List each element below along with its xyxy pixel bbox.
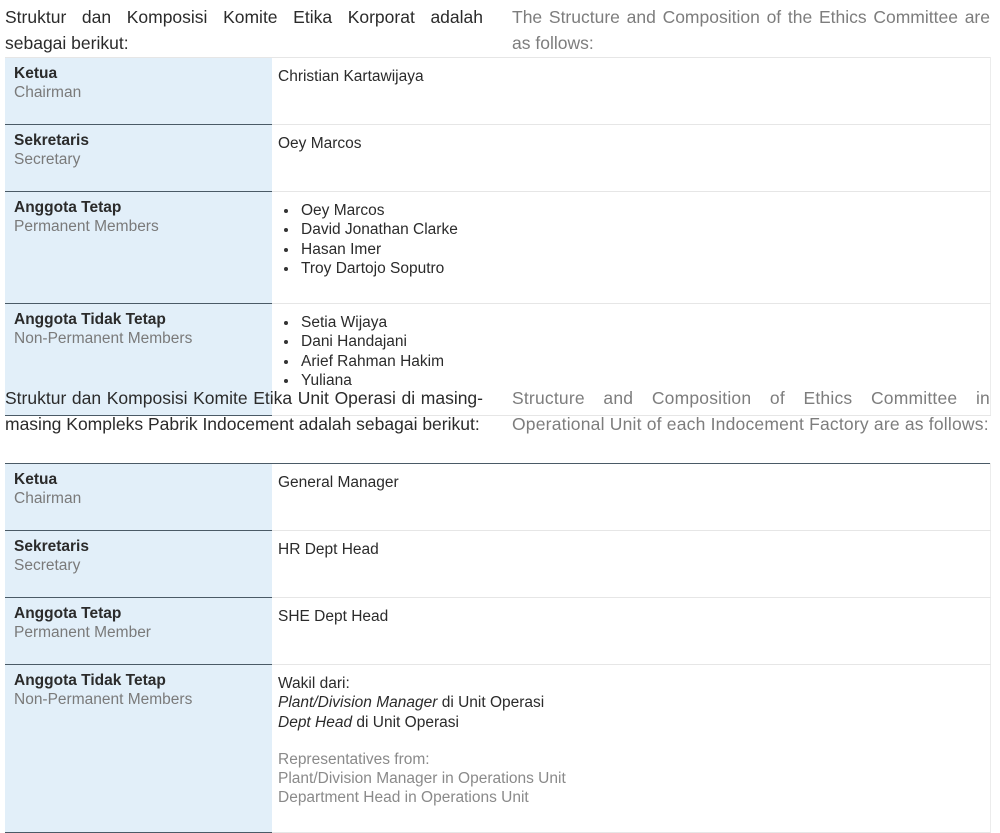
representative-line-en: Plant/Division Manager in Operations Unit xyxy=(278,770,566,788)
role-label-cell xyxy=(5,531,272,598)
role-value-cell xyxy=(272,531,991,598)
representative-title: Plant/Division Manager xyxy=(278,694,438,712)
table-row xyxy=(5,58,991,125)
list-item: Arief Rahman Hakim xyxy=(282,352,984,371)
operational-intro-english: Structure and Composition of Ethics Committee in Operational Unit of each Indocement Factory are as follows: xyxy=(512,388,990,434)
role-label-id: Anggota Tetap xyxy=(14,605,122,622)
operational-ethics-committee-table xyxy=(5,463,991,833)
corporate-intro-indonesian: Struktur dan Komposisi Komite Etika Korporat adalah sebagai berikut: xyxy=(5,7,483,53)
representative-line-en: Department Head in Operations Unit xyxy=(278,789,529,807)
member-name: Christian Kartawijaya xyxy=(278,68,424,85)
list-item: Dani Handajani xyxy=(282,332,984,351)
table-row xyxy=(5,598,991,665)
role-value-cell xyxy=(272,464,991,531)
member-list xyxy=(278,201,984,278)
representative-unit: di Unit Operasi xyxy=(352,713,459,731)
list-item: Yuliana xyxy=(282,371,984,390)
role-label-id: Anggota Tetap xyxy=(14,199,122,216)
role-label-en: Permanent Members xyxy=(14,218,159,235)
table-row xyxy=(5,531,991,598)
role-label-id: Anggota Tidak Tetap xyxy=(14,311,166,328)
list-item: Setia Wijaya xyxy=(282,313,984,332)
representatives-heading-en: Representatives from: xyxy=(278,750,430,768)
role-value-cell xyxy=(272,598,991,665)
table-row xyxy=(5,665,991,833)
representative-title: Dept Head xyxy=(278,713,353,731)
role-label-id: Ketua xyxy=(14,65,58,82)
list-item: Hasan Imer xyxy=(282,240,984,259)
role-label-en: Non-Permanent Members xyxy=(14,691,193,708)
role-label-cell xyxy=(5,192,272,304)
role-label-en: Chairman xyxy=(14,84,82,101)
list-item: Troy Dartojo Soputro xyxy=(282,259,984,278)
list-item: David Jonathan Clarke xyxy=(282,220,984,239)
corporate-intro-english: The Structure and Composition of the Ethics Committee are as follows: xyxy=(512,7,990,53)
representative-line xyxy=(278,693,984,712)
table-row xyxy=(5,192,991,304)
member-list xyxy=(278,313,984,390)
role-label-en: Secretary xyxy=(14,151,81,168)
position-name: General Manager xyxy=(278,474,399,491)
role-label-en: Permanent Member xyxy=(14,624,151,641)
operational-intro-indonesian: Struktur dan Komposisi Komite Etika Unit Operasi di masing-masing Kompleks Pabrik Indocement adalah sebagai berikut: xyxy=(5,388,483,434)
position-name: SHE Dept Head xyxy=(278,608,389,625)
role-label-en: Secretary xyxy=(14,557,81,574)
table-row xyxy=(5,125,991,192)
role-label-en: Chairman xyxy=(14,490,82,507)
role-label-cell xyxy=(5,125,272,192)
role-label-cell xyxy=(5,464,272,531)
role-label-id: Sekretaris xyxy=(14,538,89,555)
representative-unit: di Unit Operasi xyxy=(437,694,545,712)
spacer xyxy=(278,732,984,750)
table-row xyxy=(5,464,991,531)
role-value-cell xyxy=(272,192,991,304)
role-label-id: Ketua xyxy=(14,471,58,488)
role-value-cell xyxy=(272,125,991,192)
role-value-cell xyxy=(272,58,991,125)
representatives-heading-id: Wakil dari: xyxy=(278,675,350,692)
member-name: Oey Marcos xyxy=(278,135,362,152)
role-label-id: Sekretaris xyxy=(14,132,89,149)
representative-line xyxy=(278,713,984,732)
role-label-id: Anggota Tidak Tetap xyxy=(14,672,166,689)
corporate-ethics-committee-table xyxy=(5,57,991,416)
role-label-cell xyxy=(5,598,272,665)
role-label-cell xyxy=(5,665,272,833)
list-item: Oey Marcos xyxy=(282,201,984,220)
role-value-cell xyxy=(272,665,991,833)
role-label-en: Non-Permanent Members xyxy=(14,330,193,347)
position-name: HR Dept Head xyxy=(278,541,379,558)
role-label-cell xyxy=(5,58,272,125)
